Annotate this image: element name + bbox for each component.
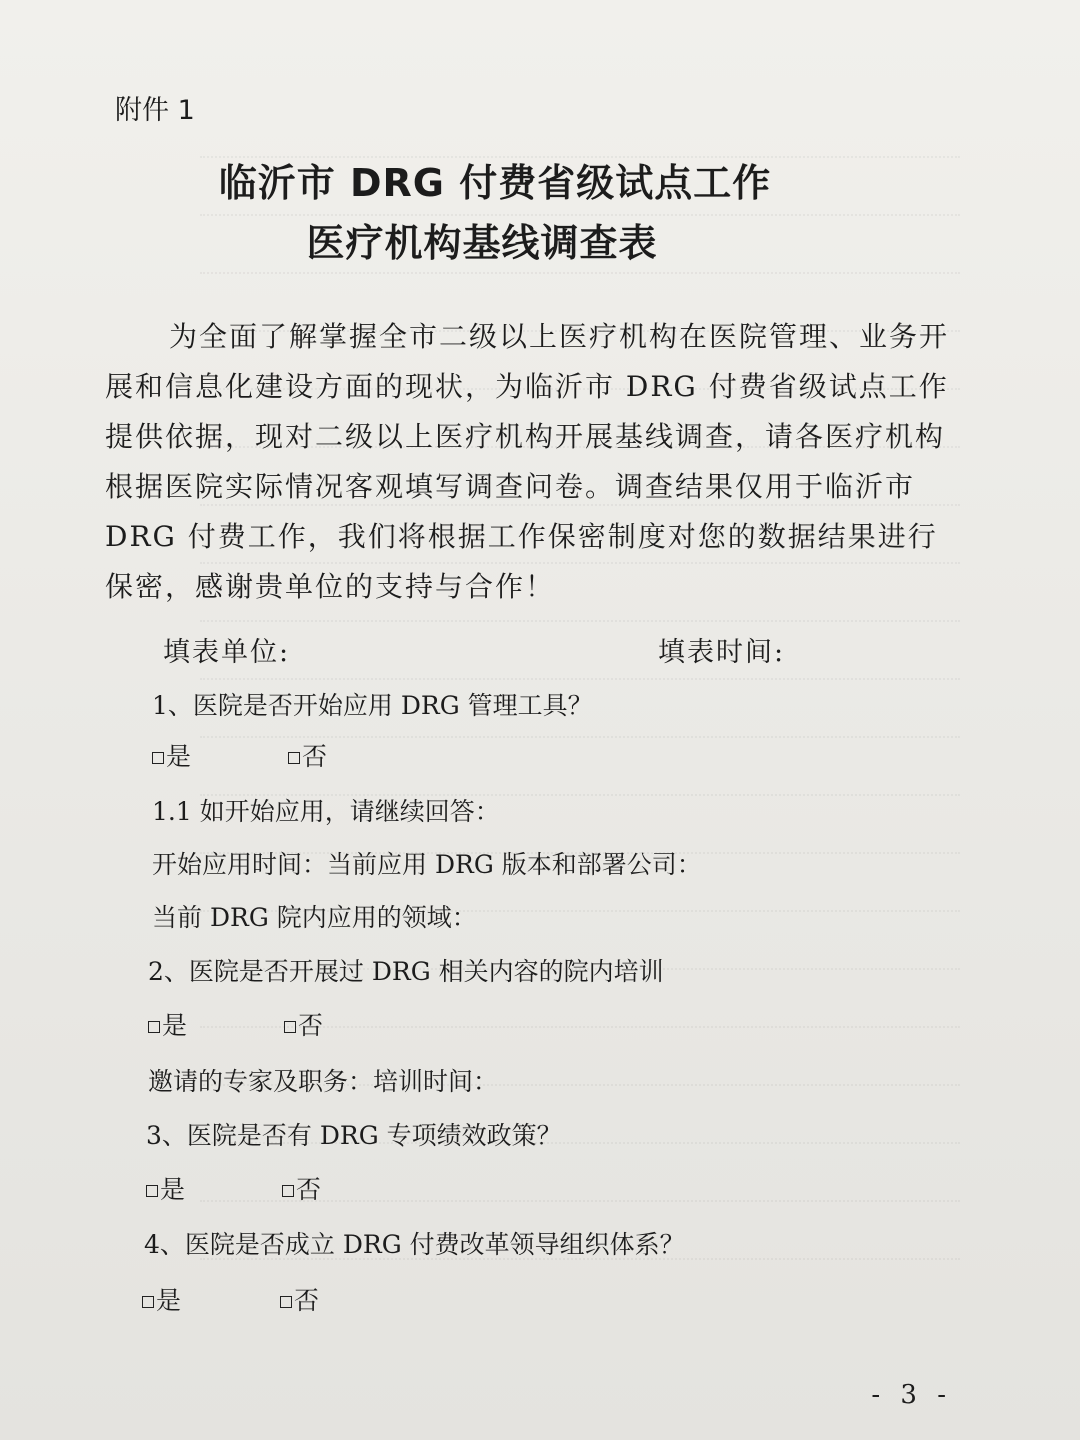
checkbox-icon[interactable] [146, 1185, 158, 1197]
checkbox-icon[interactable] [284, 1021, 296, 1033]
checkbox-icon[interactable] [288, 752, 300, 764]
q1-scope-line: 当前 DRG 院内应用的领域： [152, 903, 477, 932]
question-3: 3、医院是否有 DRG 专项绩效政策？ [146, 1121, 562, 1150]
title-line-2: 医疗机构基线调查表 [306, 221, 658, 265]
q1-start-time-line: 开始应用时间：当前应用 DRG 版本和部署公司： [152, 850, 702, 879]
fill-time-label: 填表时间: [658, 637, 786, 668]
checkbox-icon[interactable] [282, 1185, 294, 1197]
checkbox-icon[interactable] [152, 752, 164, 764]
intro-line: 为全面了解掌握全市二级以上医疗机构在医院管理、业务开 [169, 320, 950, 353]
intro-line: 根据医院实际情况客观填写调查问卷。调查结果仅用于临沂市 [105, 470, 916, 503]
q3-yes-option[interactable]: 是 [146, 1170, 185, 1206]
question-1-1: 1.1 如开始应用，请继续回答： [152, 797, 500, 826]
checkbox-icon[interactable] [148, 1021, 160, 1033]
q2-experts-line: 邀请的专家及职务：培训时间： [148, 1067, 499, 1096]
intro-line: 展和信息化建设方面的现状，为临沂市 DRG 付费省级试点工作 [105, 370, 949, 403]
q3-no-option[interactable]: 否 [282, 1170, 321, 1206]
q1-yes-option[interactable]: 是 [152, 737, 191, 773]
q2-no-option[interactable]: 否 [284, 1006, 323, 1042]
checkbox-icon[interactable] [142, 1296, 154, 1308]
intro-line: DRG 付费工作，我们将根据工作保密制度对您的数据结果进行 [105, 520, 938, 553]
intro-line: 保密，感谢贵单位的支持与合作！ [105, 570, 556, 603]
question-4: 4、医院是否成立 DRG 付费改革领导组织体系？ [144, 1230, 685, 1259]
question-2: 2、医院是否开展过 DRG 相关内容的院内培训 [148, 957, 664, 986]
q2-yes-option[interactable]: 是 [148, 1006, 187, 1042]
question-1: 1、医院是否开始应用 DRG 管理工具？ [152, 691, 593, 720]
q1-no-option[interactable]: 否 [288, 737, 327, 773]
intro-line: 提供依据，现对二级以上医疗机构开展基线调查，请各医疗机构 [105, 420, 946, 453]
checkbox-icon[interactable] [280, 1296, 292, 1308]
fill-unit-label: 填表单位: [163, 637, 291, 668]
q4-no-option[interactable]: 否 [280, 1281, 319, 1317]
q4-yes-option[interactable]: 是 [142, 1281, 181, 1317]
intro-paragraph [105, 312, 950, 612]
title-line-1: 临沂市 DRG 付费省级试点工作 [218, 161, 772, 205]
page-number: - 3 - [871, 1380, 952, 1410]
attachment-label: 附件 1 [115, 95, 195, 126]
